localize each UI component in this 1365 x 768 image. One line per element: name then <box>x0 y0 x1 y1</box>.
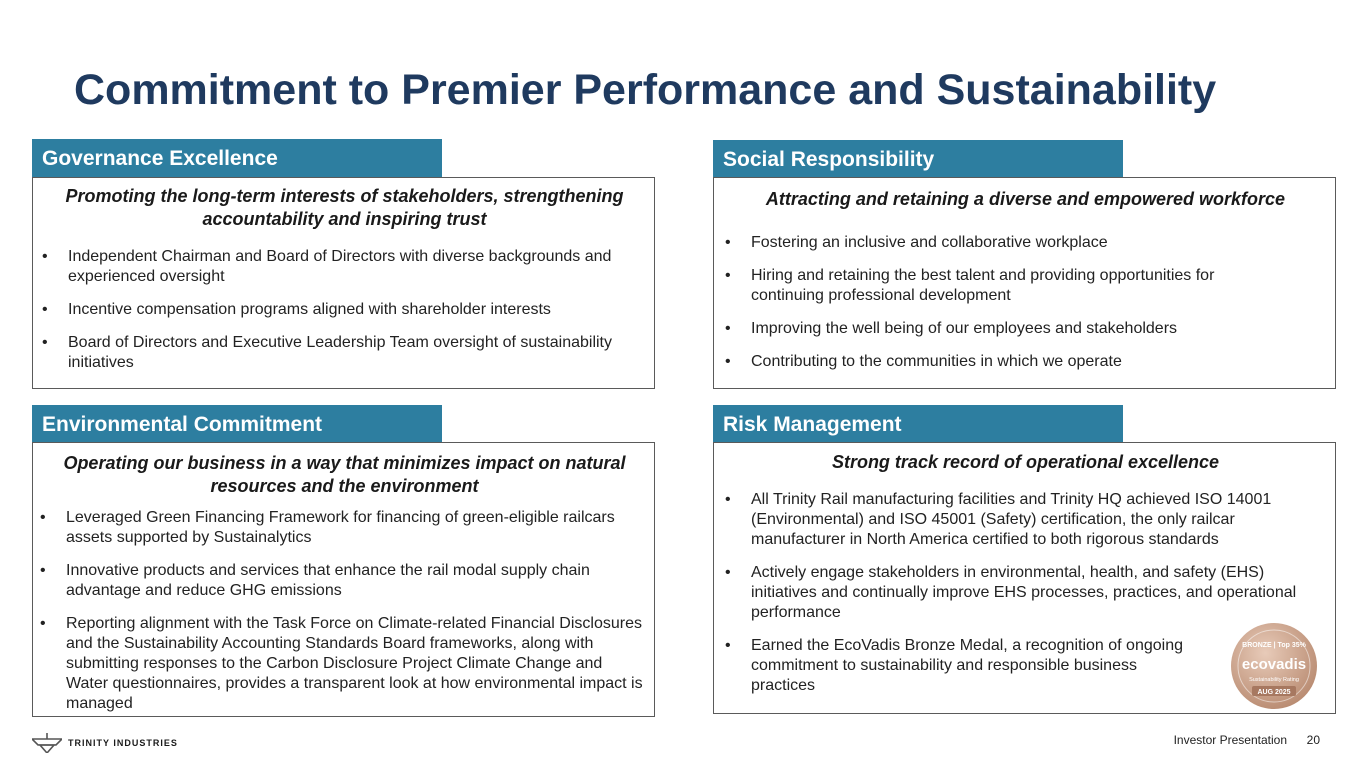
list-item: • Innovative products and services that enhance the rail modal supply chain advantage and reduce GHG emissions <box>40 561 646 601</box>
medal-date-label: AUG 2025 <box>1257 689 1291 696</box>
medal-top-label: BRONZE | Top 35% <box>1242 642 1306 649</box>
list-item: • Leveraged Green Financing Framework for financing of green-eligible railcars assets supported by Sustainalytics <box>40 508 646 548</box>
governance-subtitle: Promoting the long-term interests of stakeholders, strengthening accountability and inspiring trust <box>65 186 624 229</box>
company-logo <box>32 733 178 753</box>
trinity-logo-icon <box>32 733 62 753</box>
footer-label: Investor Presentation <box>1173 733 1287 747</box>
environmental-bullets <box>40 508 646 727</box>
social-bullets <box>725 233 1285 385</box>
risk-heading: Risk Management <box>713 405 1123 444</box>
medal-rating-label: Sustainability Rating <box>1249 677 1299 683</box>
risk-subtitle: Strong track record of operational excellence <box>831 452 1220 472</box>
environmental-heading: Environmental Commitment <box>32 405 442 444</box>
logo-text: TRINITY INDUSTRIES <box>68 738 178 748</box>
list-item: • Board of Directors and Executive Leadership Team oversight of sustainability initiatives <box>42 333 632 373</box>
page-title: Commitment to Premier Performance and Sustainability <box>74 66 1217 114</box>
list-item: • Hiring and retaining the best talent and providing opportunities for continuing professional development <box>725 266 1285 306</box>
risk-bullets <box>725 490 1310 709</box>
list-item: • Fostering an inclusive and collaborative workplace <box>725 233 1285 253</box>
social-box <box>713 177 1336 389</box>
list-item: • Improving the well being of our employees and stakeholders <box>725 319 1285 339</box>
medal-brand: ecovadis <box>1241 656 1307 673</box>
list-item: • Incentive compensation programs aligned with shareholder interests <box>42 300 632 320</box>
list-item: • Actively engage stakeholders in environmental, health, and safety (EHS) initiatives and continually improve EHS processes, practices, and operational performance <box>725 563 1310 623</box>
list-item: • All Trinity Rail manufacturing facilities and Trinity HQ achieved ISO 14001 (Environmental) and ISO 45001 (Safety) certification, the only railcar manufacturer in North America certified to both rigorous standards <box>725 490 1310 550</box>
social-subtitle: Attracting and retaining a diverse and empowered workforce <box>765 189 1286 209</box>
environmental-subtitle: Operating our business in a way that minimizes impact on natural resources and the environment <box>63 453 626 496</box>
social-heading: Social Responsibility <box>713 140 1123 179</box>
list-item: • Contributing to the communities in which we operate <box>725 352 1285 372</box>
list-item: • Earned the EcoVadis Bronze Medal, a recognition of ongoing commitment to sustainability and responsible business practices <box>725 636 1191 696</box>
governance-heading: Governance Excellence <box>32 139 442 178</box>
ecovadis-medal-icon <box>1230 622 1318 710</box>
governance-bullets <box>42 247 632 386</box>
list-item: • Reporting alignment with the Task Force on Climate-related Financial Disclosures and the Sustainability Accounting Standards Board frameworks, along with submitting responses to the Carbon Disclosure Project Climate Change and Water questionnaires, provides a transparent look at how environmental impact is managed <box>40 614 646 714</box>
governance-box <box>32 177 655 389</box>
environmental-box <box>32 442 655 717</box>
list-item: • Independent Chairman and Board of Directors with diverse backgrounds and experienced oversight <box>42 247 632 287</box>
page-number: 20 <box>1306 733 1320 747</box>
